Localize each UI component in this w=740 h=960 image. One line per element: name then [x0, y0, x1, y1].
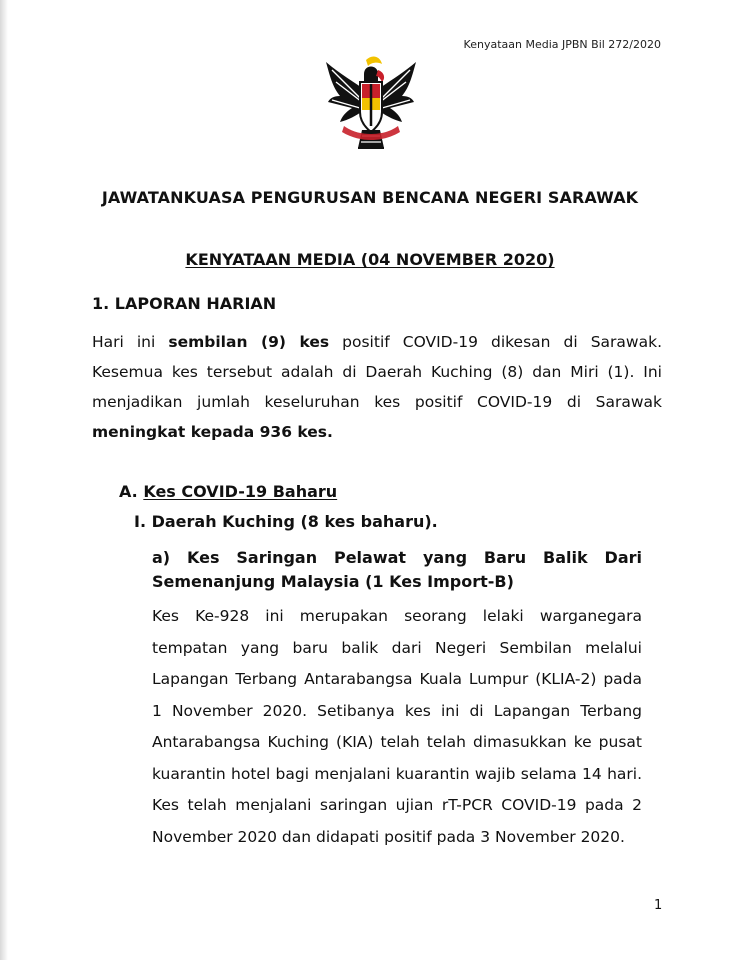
para-text-1: Hari ini [92, 333, 169, 351]
subsection-i-heading: I. Daerah Kuching (8 kes baharu). [134, 512, 438, 531]
subsection-a-prefix: A. [119, 482, 144, 501]
page-edge-shadow [0, 0, 8, 960]
document-subtitle [0, 250, 740, 269]
subsection-a-heading [119, 482, 337, 501]
sarawak-crest-icon [322, 52, 420, 156]
page-number: 1 [654, 898, 663, 913]
subtitle-text: KENYATAAN MEDIA (04 NOVEMBER 2020) [185, 250, 555, 269]
section-heading: 1. LAPORAN HARIAN [92, 294, 277, 313]
document-title: JAWATANKUASA PENGURUSAN BENCANA NEGERI SARAWAK [101, 188, 639, 207]
daily-report-paragraph [92, 327, 662, 447]
para-bold-total: meningkat kepada 936 kes. [92, 423, 333, 441]
item-a-heading-line2: Semenanjung Malaysia (1 Kes Import-B) [152, 572, 514, 591]
reference-number: Kenyataan Media JPBN Bil 272/2020 [463, 38, 661, 51]
item-a-body: Kes Ke-928 ini merupakan seorang lelaki warganegara tempatan yang baru balik dari Negeri Sembilan melalui Lapangan Terbang Antarabangsa Kuala Lumpur (KLIA-2) pada 1 November 2020. Setibanya kes ini di Lapangan Terbang Antarabangsa Kuching (KIA) telah telah dimasukkan ke pusat kuarantin hotel bagi menjalani kuarantin wajib selama 14 hari. Kes telah menjalani saringan ujian rT-PCR COVID-19 pada 2 November 2020 dan didapati positif pada 3 November 2020. [152, 607, 642, 846]
item-a-heading-line1: a) Kes Saringan Pelawat yang Baru Balik Dari [152, 548, 642, 567]
subsection-a-label: Kes COVID-19 Baharu [143, 482, 338, 501]
para-bold-cases: sembilan (9) kes [168, 333, 330, 351]
para-text-2: positif COVID-19 dikesan di Sarawak. Kesemua kes tersebut adalah di Daerah Kuching (8) dan Miri (1). Ini menjadikan jumlah keseluruhan kes positif COVID-19 di Sarawak [92, 333, 663, 411]
